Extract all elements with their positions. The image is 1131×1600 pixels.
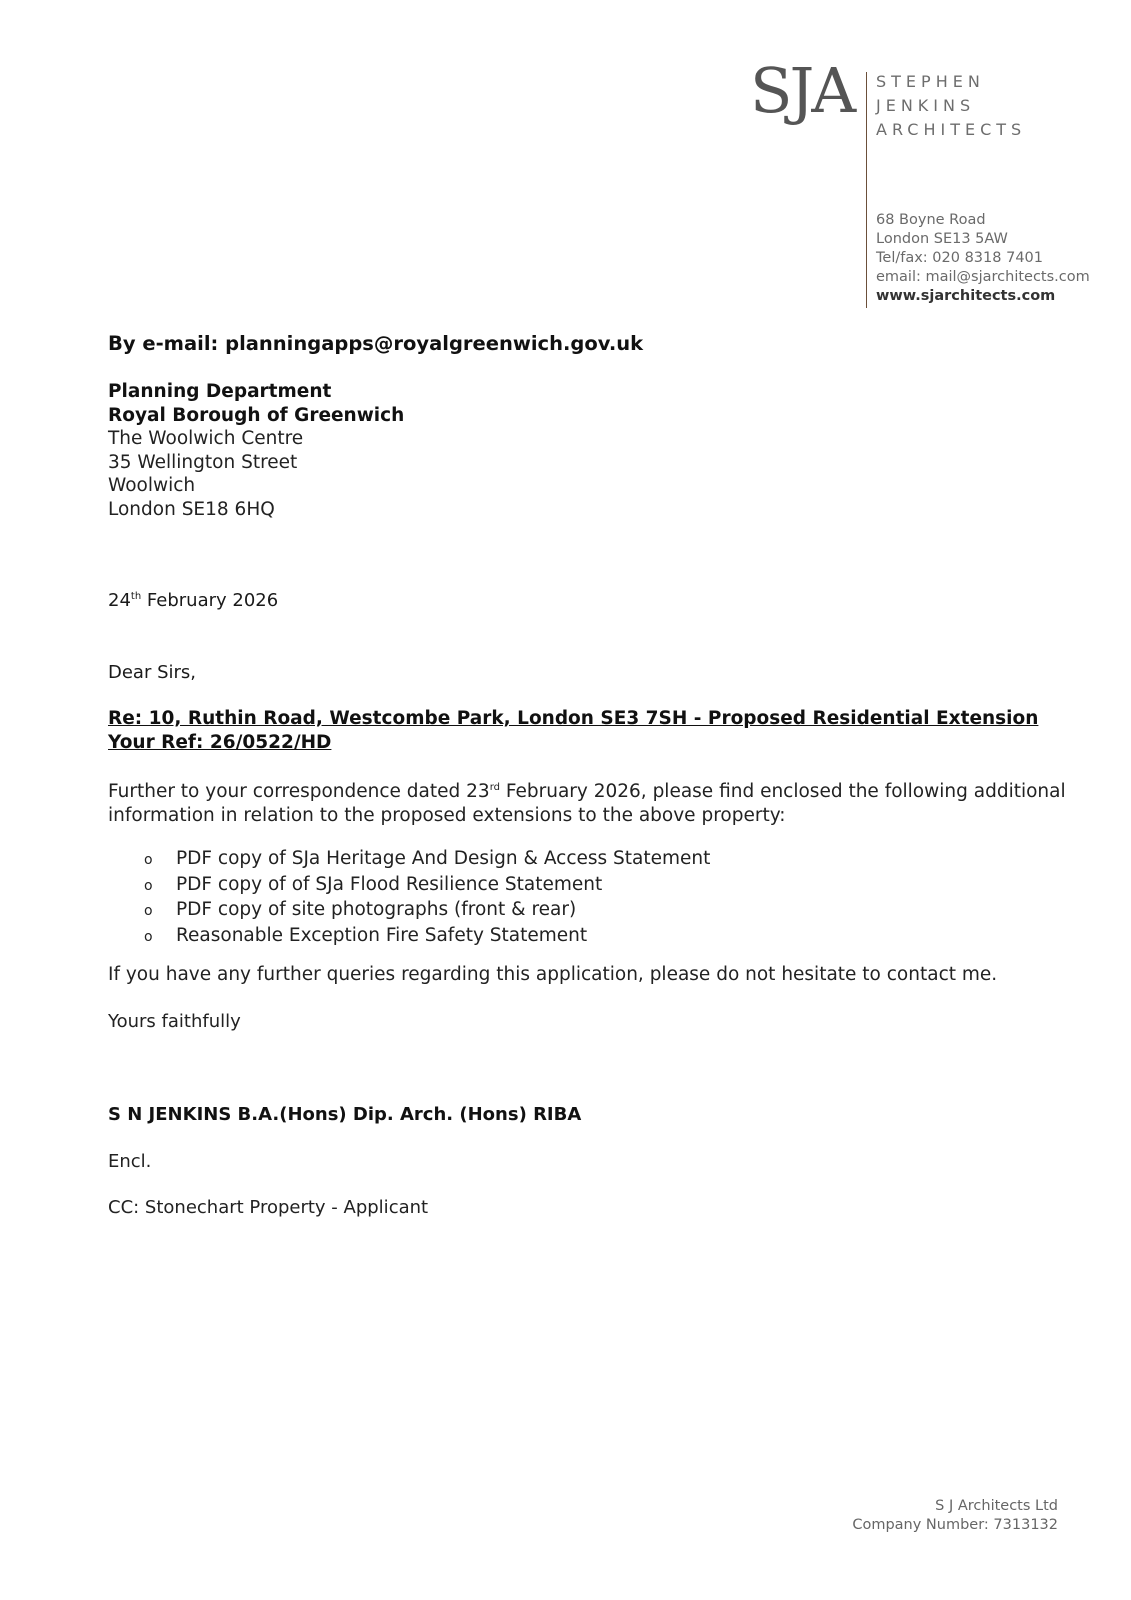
enclosures-note: Encl.	[108, 1151, 152, 1172]
list-item	[108, 847, 710, 873]
subject-line: Re: 10, Ruthin Road, Westcombe Park, London SE3 7SH - Proposed Residential Extension	[108, 708, 1039, 729]
date-day-suffix: th	[130, 591, 142, 602]
list-item-text: Reasonable Exception Fire Safety Statement	[176, 924, 588, 946]
list-item-text: PDF copy of of SJa Flood Resilience Statement	[176, 873, 603, 895]
date-day: 24	[108, 590, 131, 611]
footer-company: S J Architects Ltd	[935, 1498, 1058, 1514]
body-intro	[108, 776, 1068, 828]
delivery-method: By e-mail: planningapps@royalgreenwich.gov.uk	[108, 332, 644, 355]
bullet-marker: o	[144, 852, 153, 868]
recipient-address-line: Woolwich	[108, 475, 196, 496]
letterhead-divider	[866, 72, 867, 308]
company-logo: SJA	[750, 54, 854, 127]
list-item-text: PDF copy of SJa Heritage And Design & Access Statement	[176, 848, 711, 869]
sender-address-line: 68 Boyne Road	[876, 212, 986, 228]
list-item	[108, 924, 710, 950]
list-item	[108, 898, 710, 924]
closing: Yours faithfully	[108, 1011, 241, 1032]
company-name-line: STEPHEN	[876, 72, 985, 91]
recipient-address	[108, 380, 404, 521]
body-intro-text: Further to your correspondence dated 23	[108, 781, 490, 802]
recipient-address-line: 35 Wellington Street	[108, 451, 298, 473]
reference-line: Your Ref: 26/0522/HD	[108, 732, 332, 753]
body-intro-suffix: rd	[489, 782, 500, 793]
letter-date	[108, 590, 278, 611]
bullet-marker: o	[144, 877, 153, 894]
list-item-text: PDF copy of site photographs (front & rear)	[176, 899, 577, 920]
footer-company-number: Company Number: 7313132	[852, 1517, 1058, 1533]
subject-block	[108, 707, 1038, 755]
salutation: Dear Sirs,	[108, 662, 197, 683]
company-name-line: JENKINS	[876, 96, 976, 115]
sender-website: www.sjarchitects.com	[876, 288, 1056, 304]
signature-name: S N JENKINS B.A.(Hons) Dip. Arch. (Hons) RIBA	[108, 1104, 582, 1125]
recipient-department: Planning Department	[108, 381, 332, 402]
date-month-year: February 2026	[141, 590, 279, 611]
bullet-marker: o	[144, 903, 153, 919]
attachment-list	[108, 847, 710, 949]
cc-line: CC: Stonechart Property - Applicant	[108, 1197, 429, 1218]
bullet-marker: o	[144, 928, 153, 945]
sender-phone: Tel/fax: 020 8318 7401	[876, 250, 1043, 266]
recipient-organisation: Royal Borough of Greenwich	[108, 404, 405, 426]
recipient-address-line: The Woolwich Centre	[108, 428, 304, 449]
company-name-line: ARCHITECTS	[876, 120, 1027, 139]
sender-email: email: mail@sjarchitects.com	[876, 269, 1090, 285]
list-item	[108, 873, 710, 899]
body-followup: If you have any further queries regarding this application, please do not hesitate to contact me.	[108, 964, 998, 985]
recipient-address-line: London SE18 6HQ	[108, 498, 275, 520]
page-footer	[852, 1497, 1058, 1535]
sender-address-line: London SE13 5AW	[876, 231, 1008, 247]
body-intro-text: February 2026, please find enclosed the following additional information in relation to the proposed extensions to the above property:	[108, 781, 1066, 826]
company-name	[876, 70, 1026, 142]
sender-address	[876, 211, 1090, 306]
